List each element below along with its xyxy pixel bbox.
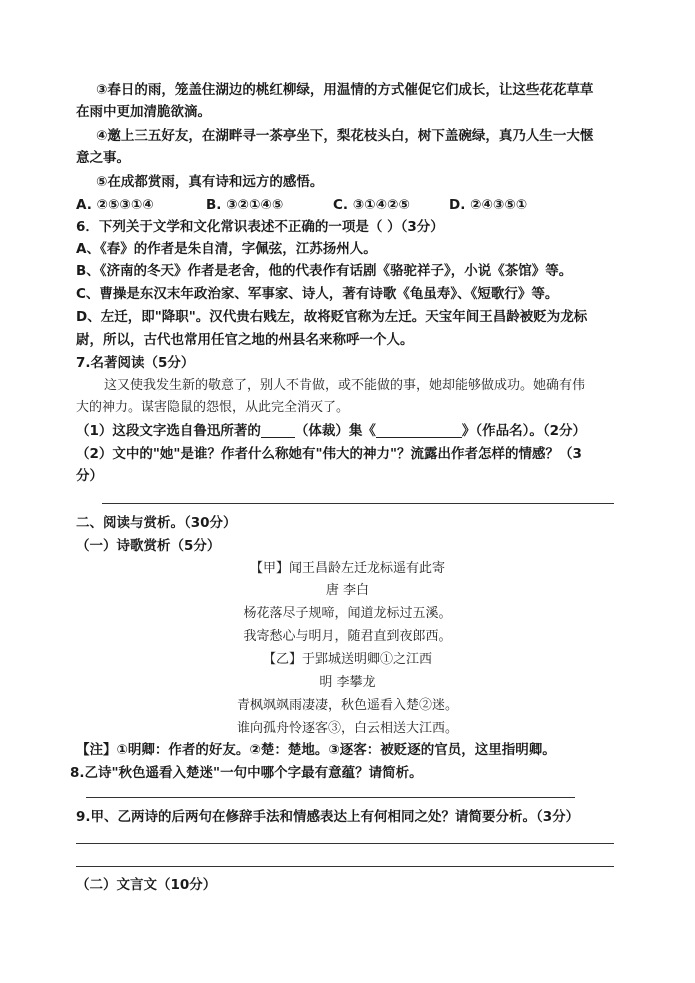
q7-sub1: [76, 422, 586, 440]
poem-jia-title: 【甲】闻王昌龄左迁龙标遥有此寄: [249, 561, 445, 576]
q7-sub1-part-c: 》（作品名）。（2分）: [461, 423, 587, 439]
q7-sub2-line-1: （2）文中的"她"是谁？作者什么称她有"伟大的神力"？流露出作者怎样的情感？（3: [76, 446, 582, 462]
q5-option-d: D. ②④③⑤①: [449, 197, 528, 213]
item-4-line-1: ④邀上三五好友，在湖畔寻一茶亭坐下，梨花枝头白，树下盖碗绿，真乃人生一大惬: [96, 128, 594, 144]
q7-sub2-line-2: 分）: [76, 468, 103, 484]
question-9: 9.甲、乙两诗的后两句在修辞手法和情感表达上有何相同之处？请简要分析。（3分）: [76, 809, 580, 825]
answer-line-q9-1[interactable]: [76, 843, 614, 844]
q6-option-d-line-1: D、左迁，即"降职"。汉代贵右贱左，故将贬官称为左迁。天宝年间王昌龄被贬为龙标: [76, 309, 588, 325]
poem-yi-line-1: 青枫飒飒雨凄凄，秋色遥看入楚②迷。: [236, 698, 458, 713]
item-3-line-1: ③春日的雨，笼盖住湖边的桃红柳绿，用温情的方式催促它们成长，让这些花花草草: [96, 82, 594, 98]
poem-jia-line-2: 我寄愁心与明月，随君直到夜郎西。: [243, 629, 452, 644]
q6-option-d-line-2: 尉，所以，古代也常用任官之地的州县名来称呼一个人。: [76, 332, 414, 348]
work-title-blank[interactable]: [376, 423, 462, 438]
item-5-line: ⑤在成都赏雨，真有诗和远方的感悟。: [96, 174, 324, 190]
q6-option-c: C、曹操是东汉末年政治家、军事家、诗人，著有诗歌《龟虽寿》、《短歌行》等。: [76, 286, 559, 302]
poem-jia-line-1: 杨花落尽子规啼，闻道龙标过五溪。: [243, 606, 452, 621]
answer-line-q8[interactable]: [86, 797, 575, 798]
section-2-title: 二、阅读与赏析。（30分）: [76, 515, 237, 531]
item-4-line-2: 意之事。: [76, 150, 130, 166]
q5-option-a: A. ②⑤③①④: [76, 197, 154, 213]
q5-option-c: C. ③①④②⑤: [333, 197, 410, 213]
answer-line-q7[interactable]: [102, 503, 614, 504]
q7-passage-line-1: 这又使我发生新的敬意了，别人不肯做，或不能做的事，她却能够做成功。她确有伟: [104, 378, 586, 393]
q7-sub1-part-a: （1）这段文字选自鲁迅所著的: [76, 423, 261, 439]
question-8: 8.乙诗"秋色遥看入楚迷"一句中哪个字最有意蕴？请简析。: [70, 765, 423, 781]
answer-line-q9-2[interactable]: [76, 866, 614, 867]
q6-stem: 6．下列关于文学和文化常识表述不正确的一项是（ ）（3分）: [76, 219, 444, 235]
poem-yi-title: 【乙】于郢城送明卿①之江西: [262, 652, 432, 667]
subsection-classical-title: （二）文言文（10分）: [76, 877, 217, 893]
q7-passage-line-2: 大的神力。谋害隐鼠的怨恨，从此完全消灭了。: [76, 400, 350, 415]
subsection-poetry-title: （一）诗歌赏析（5分）: [76, 538, 221, 554]
genre-blank[interactable]: [261, 423, 295, 438]
q7-title: 7.名著阅读（5分）: [76, 355, 195, 371]
q6-option-a: A、《春》的作者是朱自清，字佩弦，江苏扬州人。: [76, 241, 377, 257]
item-3-line-2: 在雨中更加清脆欲滴。: [76, 104, 211, 120]
q5-option-b: B. ③②①④⑤: [206, 197, 284, 213]
q7-sub1-part-b: （体裁）集《: [294, 423, 376, 439]
q6-option-b: B、《济南的冬天》作者是老舍，他的代表作有话剧《骆驼祥子》，小说《茶馆》等。: [76, 263, 573, 279]
poem-yi-author: 明 李攀龙: [319, 675, 376, 690]
poem-jia-author: 唐 李白: [325, 583, 370, 598]
poem-notes: 【注】①明卿：作者的好友。②楚：楚地。③逐客：被贬逐的官员，这里指明卿。: [76, 742, 556, 758]
poem-yi-line-2: 谁向孤舟怜逐客③，白云相送大江西。: [236, 721, 458, 736]
